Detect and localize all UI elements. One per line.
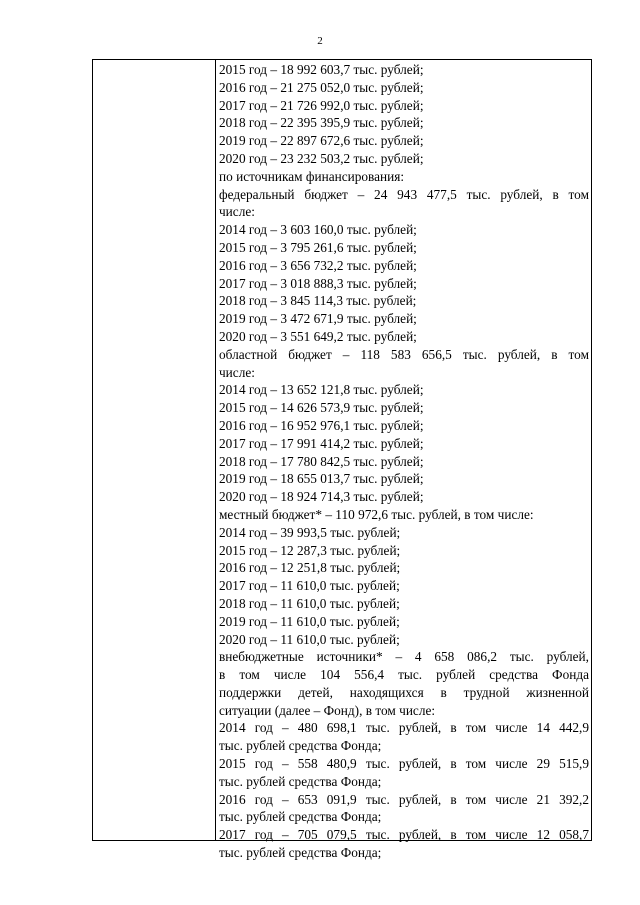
text-line: 2017 год – 11 610,0 тыс. рублей; (219, 578, 400, 594)
text-line: 2015 год – 3 795 261,6 тыс. рублей; (219, 239, 417, 255)
page-number: 2 (317, 35, 323, 47)
text-line: 2019 год – 18 655 013,7 тыс. рублей; (219, 471, 424, 487)
text-line: тыс. рублей средства Фонда; (219, 845, 382, 861)
text-line: 2015 год – 18 992 603,7 тыс. рублей; (219, 62, 424, 77)
text-line: 2019 год – 11 610,0 тыс. рублей; (219, 613, 400, 629)
text-line: 2017 год – 21 726 992,0 тыс. рублей; (219, 97, 424, 113)
text-line: 2015 год – 14 626 573,9 тыс. рублей; (219, 400, 424, 416)
text-line: 2020 год – 23 232 503,2 тыс. рублей; (219, 150, 424, 166)
text-line: 2014 год – 13 652 121,8 тыс. рублей; (219, 382, 424, 398)
table-left-cell (93, 60, 216, 840)
text-line: 2018 год – 11 610,0 тыс. рублей; (219, 595, 400, 611)
table-right-cell (219, 61, 589, 862)
text-line: числе: (219, 364, 255, 380)
text-line: 2017 год – 3 018 888,3 тыс. рублей; (219, 275, 417, 291)
text-line: 2017 год – 17 991 414,2 тыс. рублей; (219, 435, 424, 451)
text-line: тыс. рублей средства Фонда; (219, 809, 382, 825)
text-line: 2014 год – 3 603 160,0 тыс. рублей; (219, 222, 417, 238)
text-line: 2020 год – 3 551 649,2 тыс. рублей; (219, 328, 417, 344)
text-line: областной бюджет – 118 583 656,5 тыс. рублей, в том (219, 346, 589, 362)
text-line: 2016 год – 653 091,9 тыс. рублей, в том числе 21 392,2 (219, 791, 589, 807)
text-line: 2014 год – 39 993,5 тыс. рублей; (219, 524, 401, 540)
text-line: тыс. рублей средства Фонда; (219, 773, 382, 789)
text-line: 2019 год – 3 472 671,9 тыс. рублей; (219, 311, 417, 327)
text-line: 2018 год – 22 395 395,9 тыс. рублей; (219, 115, 424, 131)
text-line: 2017 год – 705 079,5 тыс. рублей, в том числе 12 058,7 (219, 827, 589, 843)
text-line: 2015 год – 558 480,9 тыс. рублей, в том числе 29 515,9 (219, 756, 589, 772)
text-line: внебюджетные источники* – 4 658 086,2 тыс. рублей, (219, 649, 589, 665)
text-line: в том числе 104 556,4 тыс. рублей средства Фонда (219, 667, 589, 683)
text-line: 2016 год – 3 656 732,2 тыс. рублей; (219, 257, 417, 273)
text-line: 2019 год – 22 897 672,6 тыс. рублей; (219, 133, 424, 149)
text-line: 2018 год – 17 780 842,5 тыс. рублей; (219, 453, 424, 469)
text-line: поддержки детей, находящихся в трудной жизненной (219, 684, 589, 700)
text-line: 2016 год – 21 275 052,0 тыс. рублей; (219, 79, 424, 95)
text-line: 2018 год – 3 845 114,3 тыс. рублей; (219, 293, 417, 309)
text-line: 2016 год – 16 952 976,1 тыс. рублей; (219, 417, 424, 433)
text-line: 2014 год – 480 698,1 тыс. рублей, в том числе 14 442,9 (219, 720, 589, 736)
text-line: по источникам финансирования: (219, 168, 405, 184)
text-line: числе: (219, 204, 255, 220)
text-line: ситуации (далее – Фонд), в том числе: (219, 702, 436, 718)
text-line: 2020 год – 11 610,0 тыс. рублей; (219, 631, 400, 647)
text-line: 2015 год – 12 287,3 тыс. рублей; (219, 542, 401, 558)
financing-table (92, 59, 592, 861)
text-line: местный бюджет* – 110 972,6 тыс. рублей, в том числе: (219, 506, 534, 522)
text-line: 2016 год – 12 251,8 тыс. рублей; (219, 560, 401, 576)
text-line: 2020 год – 18 924 714,3 тыс. рублей; (219, 489, 424, 505)
text-line: тыс. рублей средства Фонда; (219, 738, 382, 754)
text-line: федеральный бюджет – 24 943 477,5 тыс. рублей, в том (219, 186, 589, 202)
